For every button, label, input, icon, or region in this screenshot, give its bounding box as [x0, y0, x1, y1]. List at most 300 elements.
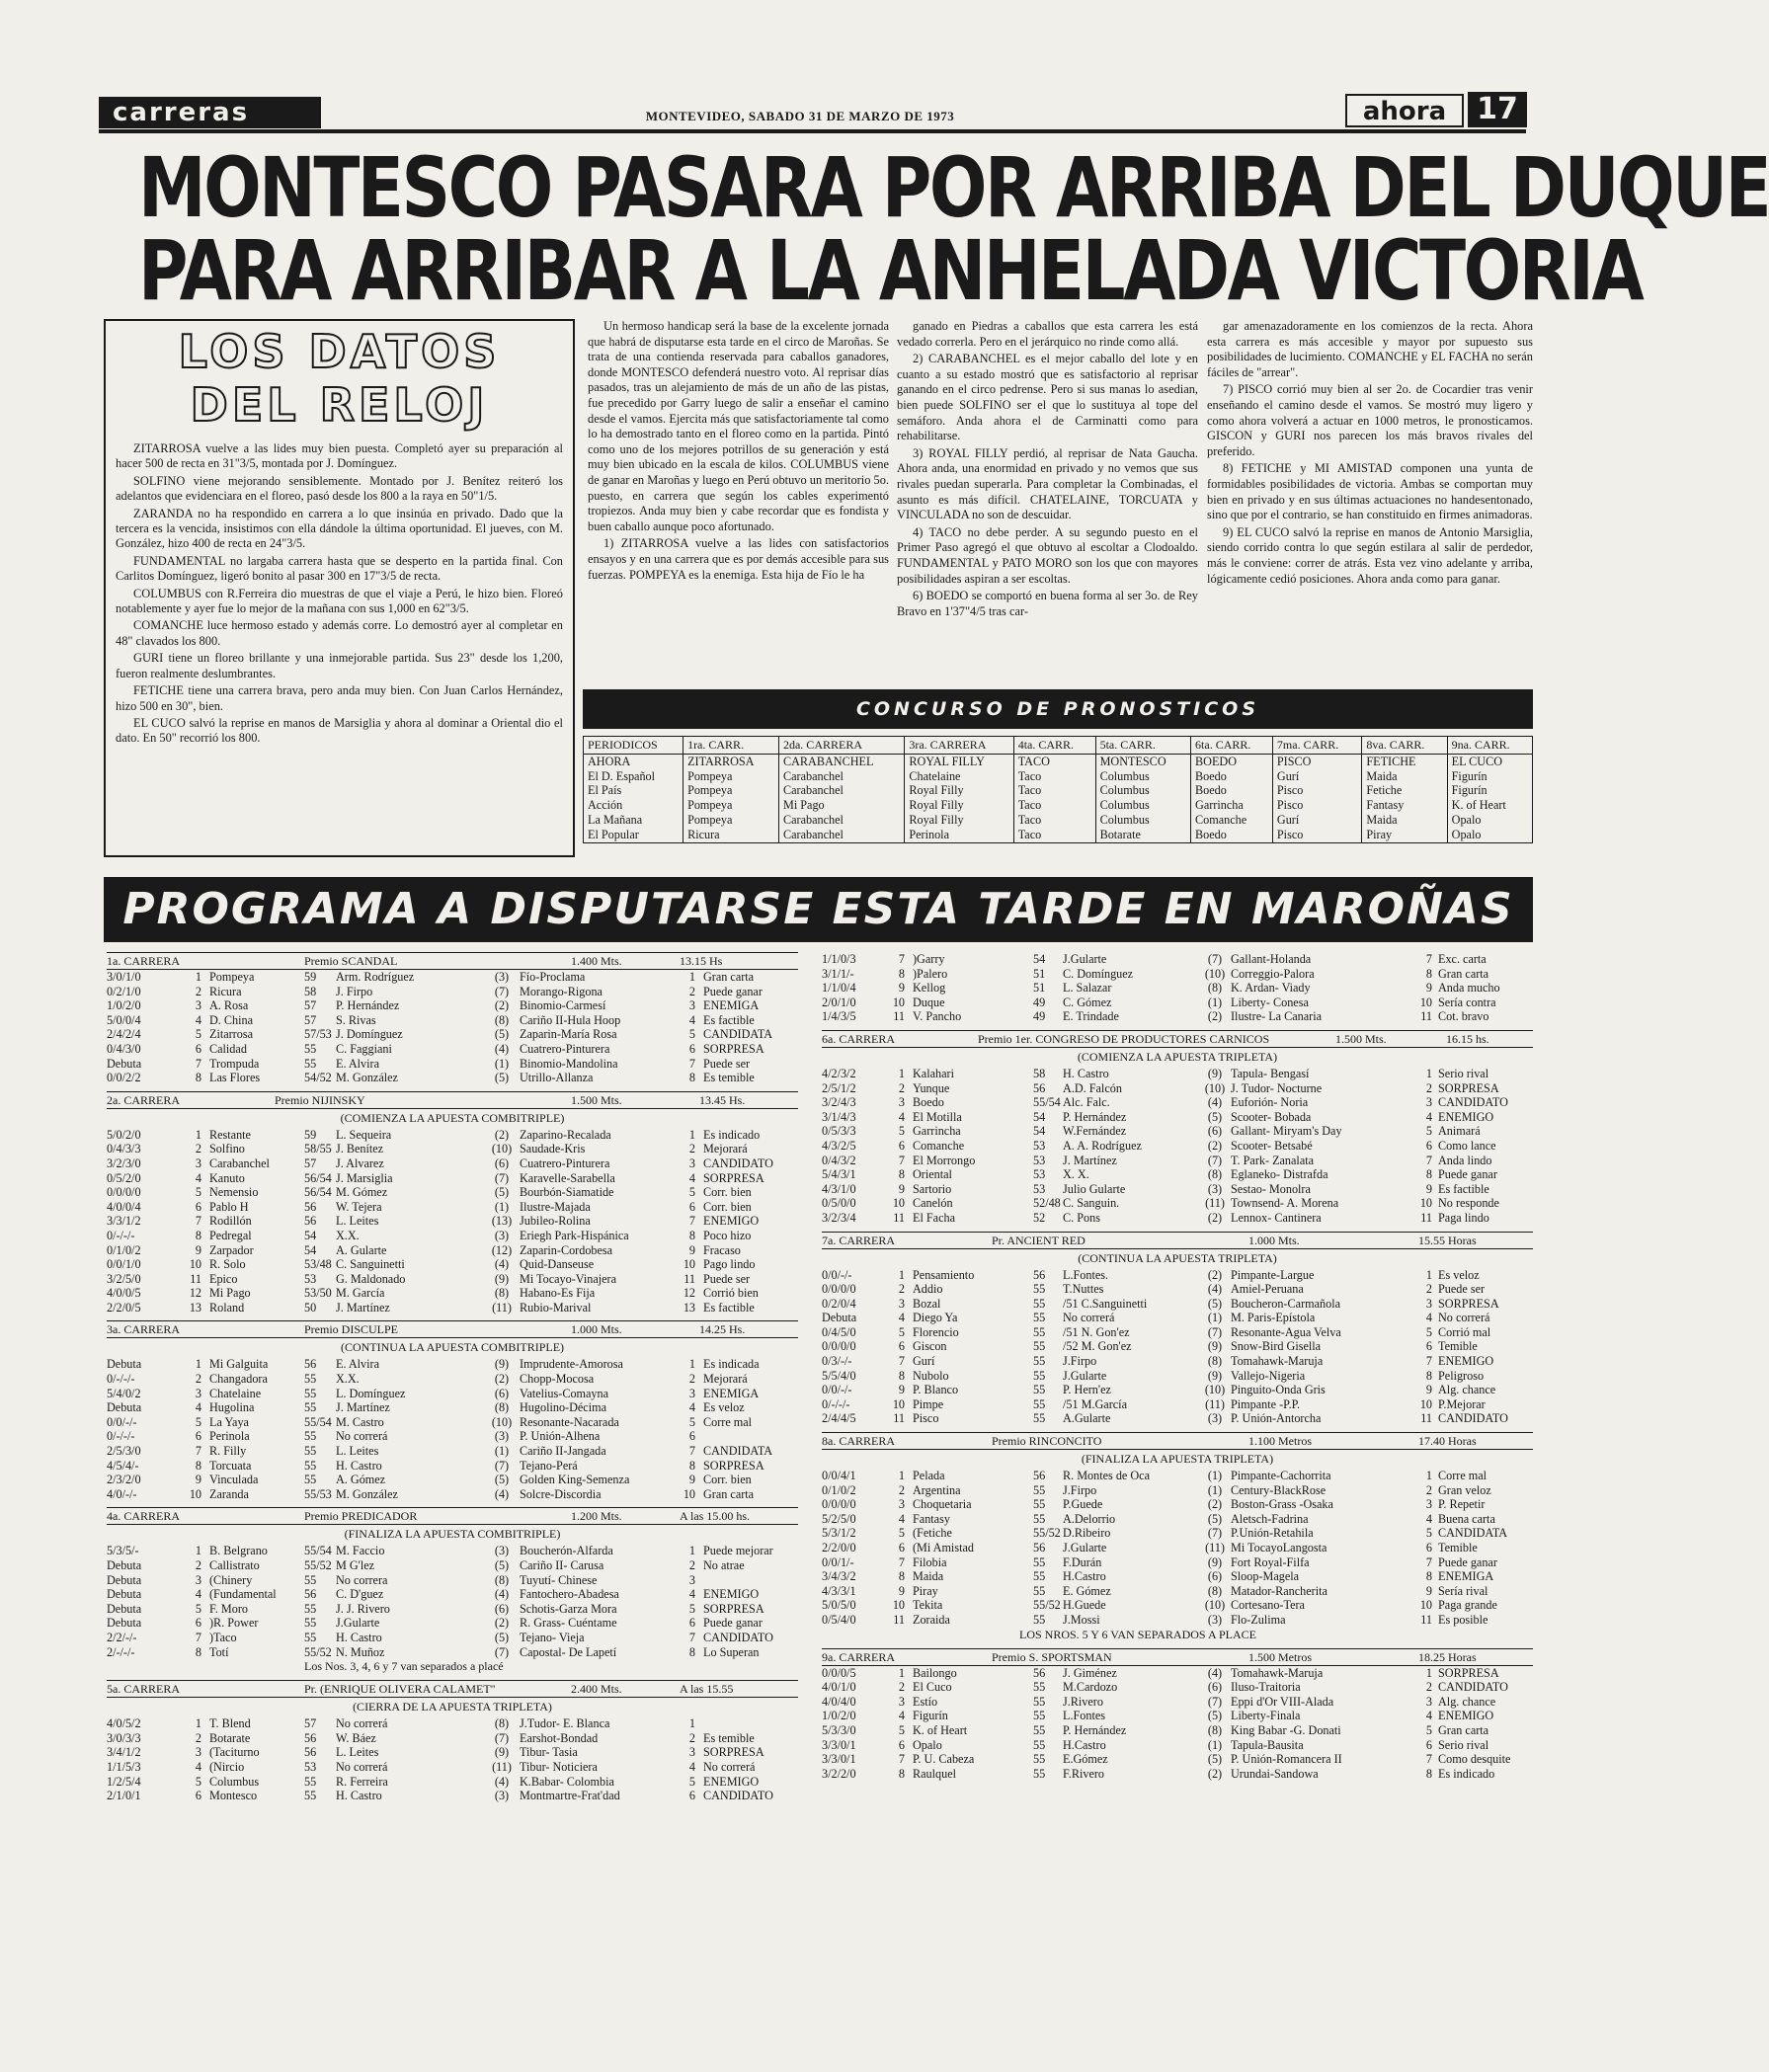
- entry-weight: 57: [304, 1156, 317, 1170]
- entry-jockey: J.Mossi: [1063, 1612, 1100, 1627]
- entry-pedigree: Binomio-Carmesí: [520, 998, 606, 1013]
- entry-record: Debuta: [107, 1400, 142, 1415]
- table-row: [107, 1473, 798, 1487]
- entry-comment: CANDIDATO: [1438, 1095, 1508, 1110]
- dateline: MONTEVIDEO, SABADO 31 DE MARZO DE 1973: [645, 109, 955, 123]
- entry-jockey: C. Faggiani: [336, 1041, 392, 1056]
- entry-horse: Argentina: [913, 1482, 961, 1497]
- entry-number: 2: [195, 1142, 201, 1156]
- entry-number-repeat: 4: [1425, 1311, 1432, 1325]
- entry-comment: SORPRESA: [703, 1601, 764, 1616]
- entry-horse: Montesco: [209, 1789, 258, 1803]
- race-block: [822, 1432, 1533, 1642]
- entry-weight: 52: [1033, 1210, 1046, 1225]
- entry-comment: Gran carta: [1438, 966, 1489, 981]
- entry-pedigree: Cariño II-Jangada: [520, 1444, 606, 1459]
- entry-post: (5): [494, 1473, 510, 1487]
- entry-horse: Solfino: [209, 1142, 245, 1156]
- entry-number-repeat: 13: [683, 1300, 695, 1315]
- entry-jockey: T.Nuttes: [1063, 1282, 1104, 1297]
- entry-horse: )R. Power: [209, 1616, 259, 1631]
- entry-post: (2): [1207, 1267, 1223, 1282]
- entry-pedigree: Amiel-Peruana: [1231, 1282, 1304, 1297]
- concurso-row: [584, 798, 1533, 813]
- entry-record: 3/2/3/4: [822, 1210, 856, 1225]
- entry-comment: Lo Superan: [703, 1644, 760, 1659]
- concurso-row: [584, 754, 1533, 768]
- entry-comment: Puede ganar: [703, 984, 763, 998]
- table-row: [107, 998, 798, 1013]
- concurso-cell: Pisco: [1272, 783, 1361, 798]
- entry-post: (11): [1205, 1541, 1225, 1554]
- entry-weight: 55: [304, 1386, 317, 1400]
- entry-jockey: J. J. Rivero: [336, 1601, 390, 1616]
- entry-weight: 53: [1033, 1138, 1046, 1153]
- entry-weight: 55: [1033, 1737, 1046, 1752]
- entry-number-repeat: 11: [1420, 1411, 1432, 1426]
- entry-record: 0/0/0/5: [822, 1665, 856, 1680]
- entry-pedigree: Boucheron-Carmañola: [1231, 1296, 1341, 1311]
- entry-number-repeat: 9: [1425, 1383, 1432, 1397]
- entry-number-repeat: 4: [1425, 1109, 1432, 1124]
- entry-jockey: P. Hern'ez: [1063, 1383, 1111, 1397]
- entry-comment: P. Repetir: [1438, 1497, 1486, 1512]
- table-row: [107, 1716, 798, 1731]
- entry-comment: CANDIDATA: [703, 1444, 773, 1459]
- entry-jockey: E. Alvira: [336, 1357, 380, 1372]
- article-paragraph: Un hermoso handicap será la base de la excelente jornada que habrá de disputarse esta tarde en el circo de Maroñas. Se trata de una contienda reservada para caballos ganadores, donde MONTESCO defenderá nuestro voto. Al reprisar días pasados, tras un alejamiento de más de un año de las pistas, fue precedido por Garry luego de salir a enseñar el camino desde el vamos. Ejercita más que satisfactoriamente tal como lo ha demostrado tanto en el floreo como en la partida. Pintó como uno de los mejores potrillos de su generación y está muy bien ubicado en la escala de kilos. COLUMBUS viene de ganar en Maroñas y luego en Perú obtuvo un meritorio 5o. puesto, en carrera que según los cables experimentó tropiezos. Anda muy bien y cabe recordar que es fondista y buen caballo aunque poco afortunado.: [588, 319, 889, 533]
- entry-record: 5/3/5/-: [107, 1544, 139, 1558]
- entry-horse: Torcuata: [209, 1458, 252, 1473]
- table-row: [107, 1775, 798, 1790]
- entry-post: (6): [494, 1156, 510, 1170]
- entry-pedigree: Ilustre-Majada: [520, 1199, 591, 1214]
- entry-post: (7): [494, 984, 510, 998]
- entry-number-repeat: 8: [688, 1644, 695, 1659]
- entry-horse: P. Blanco: [913, 1383, 959, 1397]
- entry-record: 0/2/1/0: [107, 984, 141, 998]
- entry-weight: 55: [304, 1572, 317, 1587]
- entry-post: (9): [1207, 1554, 1223, 1569]
- race-subtitle: (CONTINUA LA APUESTA COMBITRIPLE): [340, 1340, 565, 1355]
- entry-record: 0/-/-/-: [107, 1372, 135, 1387]
- table-row: [107, 1171, 798, 1186]
- entry-horse: Ricura: [209, 984, 242, 998]
- entry-horse: Duque: [913, 995, 945, 1009]
- entry-record: 2/2/0/5: [107, 1300, 141, 1315]
- entry-record: 5/0/0/4: [107, 1012, 141, 1027]
- entry-number-repeat: 6: [1425, 1138, 1432, 1153]
- entry-weight: 55: [304, 1473, 317, 1487]
- table-row: [107, 1387, 798, 1401]
- entry-post: (6): [1207, 1680, 1223, 1695]
- entry-post: (8): [1207, 1583, 1223, 1598]
- entry-post: (7): [1207, 1324, 1223, 1339]
- entry-record: 1/4/3/5: [822, 1009, 856, 1024]
- entry-number-repeat: 8: [1425, 1167, 1432, 1182]
- entry-pedigree: Quid-Danseuse: [520, 1257, 595, 1272]
- entry-pedigree: P.Unión-Retahila: [1231, 1526, 1314, 1541]
- entry-record: 1/1/0/4: [822, 981, 856, 996]
- entry-pedigree: Fort Royal-Filfa: [1231, 1554, 1310, 1569]
- entry-jockey: M. González: [336, 1071, 398, 1085]
- entry-number: 4: [898, 1709, 905, 1723]
- table-row: [107, 1142, 798, 1156]
- race-distance: 1.000 Mts.: [1248, 1233, 1300, 1247]
- entry-record: Debuta: [107, 1601, 142, 1616]
- entry-number-repeat: 1: [688, 1716, 695, 1731]
- entry-horse: Chatelaine: [209, 1386, 262, 1400]
- entry-comment: Mejorará: [703, 1142, 748, 1156]
- entry-number-repeat: 3: [688, 1156, 695, 1170]
- entry-pedigree: Habano-Es Fija: [520, 1286, 596, 1301]
- entry-number: 2: [898, 1482, 905, 1497]
- concurso-cell: ZITARROSA: [683, 754, 779, 768]
- entry-comment: Es veloz: [1438, 1267, 1480, 1282]
- entry-horse: El Morrongo: [913, 1153, 976, 1167]
- entry-number: 6: [898, 1138, 905, 1153]
- concurso-cell: Columbus: [1095, 813, 1190, 828]
- entry-weight: 56: [1033, 1267, 1046, 1282]
- entry-record: 1/0/2/0: [822, 1709, 856, 1723]
- entry-comment: ENEMIGO: [703, 1214, 760, 1229]
- entry-horse: Carabanchel: [209, 1156, 270, 1170]
- entry-number: 1: [898, 1469, 905, 1483]
- entry-horse: V. Pancho: [913, 1009, 962, 1024]
- entry-number: 10: [892, 995, 905, 1009]
- entry-weight: 55: [1033, 1411, 1046, 1426]
- table-row: [822, 1483, 1533, 1498]
- entry-comment: Peligroso: [1438, 1368, 1485, 1383]
- race-block: [107, 1091, 798, 1315]
- entry-number-repeat: 5: [688, 1601, 695, 1616]
- entry-comment: Gran carta: [703, 1486, 755, 1501]
- concurso-cell: Maida: [1362, 813, 1447, 828]
- entry-horse: Las Flores: [209, 1071, 261, 1085]
- entry-number-repeat: 7: [1425, 952, 1432, 966]
- entry-pedigree: Euforión- Noria: [1231, 1095, 1309, 1110]
- entry-post: (7): [494, 1644, 510, 1659]
- entry-horse: P. U. Cabeza: [913, 1752, 975, 1767]
- race-block-continued: [822, 952, 1533, 1024]
- entry-weight: 55: [1033, 1354, 1046, 1369]
- table-row: [822, 1497, 1533, 1512]
- concurso-cell: Carabanchel: [778, 813, 904, 828]
- entry-jockey: E. Alvira: [336, 1056, 380, 1071]
- entry-pedigree: Tejano- Vieja: [520, 1630, 585, 1644]
- entry-number-repeat: 1: [1425, 1066, 1432, 1080]
- entry-horse: El Facha: [913, 1210, 955, 1225]
- entry-horse: Roland: [209, 1300, 245, 1315]
- entry-weight: 55: [1033, 1612, 1046, 1627]
- entry-comment: Puede ser: [703, 1056, 751, 1071]
- race-distance: 1.500 Metros: [1248, 1649, 1312, 1664]
- table-row: [822, 1666, 1533, 1681]
- entry-horse: R. Solo: [209, 1257, 246, 1272]
- table-row: [107, 1745, 798, 1760]
- reloj-paragraph: ZITARROSA vuelve a las lides muy bien puesta. Completó ayer su preparación al hacer 500 de recta en 31"3/5, montada por J. Domínguez.: [116, 441, 563, 471]
- table-row: [107, 1573, 798, 1588]
- entry-horse: Opalo: [913, 1737, 942, 1752]
- entry-number: 10: [892, 1396, 905, 1411]
- table-row: [822, 1154, 1533, 1168]
- entry-number-repeat: 3: [1425, 1497, 1432, 1512]
- entry-weight: 53: [304, 1759, 317, 1774]
- entry-jockey: J.Gularte: [1063, 1541, 1107, 1554]
- race-prize: Pr. ANCIENT RED: [992, 1233, 1086, 1247]
- table-row: [107, 1229, 798, 1243]
- entry-jockey: J. Giménez: [1063, 1665, 1117, 1680]
- entry-jockey: J. Martínez: [336, 1300, 390, 1315]
- table-row: [822, 1680, 1533, 1695]
- entry-record: Debuta: [107, 1558, 142, 1572]
- entry-pedigree: Tomahawk-Maruja: [1231, 1665, 1324, 1680]
- table-row: [107, 1357, 798, 1372]
- entry-pedigree: Cuatrero-Pinturera: [520, 1041, 610, 1056]
- race-distance: 1.500 Mts.: [1335, 1031, 1387, 1046]
- entry-post: (8): [494, 1400, 510, 1415]
- entry-comment: No correrá: [1438, 1311, 1490, 1325]
- entry-pedigree: Pimpante -P.P.: [1231, 1396, 1301, 1411]
- entry-weight: 55: [304, 1616, 317, 1631]
- entry-number-repeat: 5: [1425, 1324, 1432, 1339]
- entry-pedigree: P. Unión-Alhena: [520, 1429, 601, 1444]
- entry-weight: 55: [1033, 1311, 1046, 1325]
- entry-number: 7: [195, 1056, 201, 1071]
- entry-weight: 55/54: [304, 1414, 332, 1429]
- entry-jockey: C. Sanguin.: [1063, 1196, 1120, 1211]
- entry-post: (10): [1204, 1598, 1226, 1613]
- entry-comment: Como lance: [1438, 1138, 1496, 1153]
- entry-horse: Perinola: [209, 1429, 250, 1444]
- entry-comment: Es veloz: [703, 1400, 745, 1415]
- entry-pedigree: Lennox- Cantinera: [1231, 1210, 1322, 1225]
- entry-number: 9: [898, 1583, 905, 1598]
- entry-number: 6: [898, 1737, 905, 1752]
- entry-comment: SORPRESA: [1438, 1080, 1499, 1095]
- entry-post: (6): [494, 1386, 510, 1400]
- entry-post: (6): [494, 1601, 510, 1616]
- table-row: [107, 1400, 798, 1415]
- entry-post: (2): [1207, 1138, 1223, 1153]
- entry-weight: 55: [1033, 1569, 1046, 1584]
- race-prize: Pr. (ENRIQUE OLIVERA CALAMET": [304, 1682, 496, 1697]
- race-header: [822, 1030, 1533, 1048]
- entry-pedigree: Tibur- Tasia: [520, 1745, 578, 1760]
- entry-comment: ENEMIGA: [1438, 1569, 1494, 1584]
- entry-weight: 55: [304, 1429, 317, 1444]
- concurso-cell: Royal Filly: [905, 813, 1013, 828]
- entry-weight: 58: [304, 984, 317, 998]
- entry-weight: 58/55: [304, 1142, 332, 1156]
- table-row: [822, 1555, 1533, 1570]
- entry-weight: 55/52: [304, 1644, 332, 1659]
- entry-horse: Choquetaria: [913, 1497, 972, 1512]
- entry-record: 3/4/3/2: [822, 1569, 856, 1584]
- entry-weight: 52/48: [1033, 1196, 1061, 1211]
- entry-post: (1): [494, 1056, 510, 1071]
- entry-horse: Zarpador: [209, 1242, 254, 1257]
- entry-pedigree: Solcre-Discordia: [520, 1486, 602, 1501]
- reloj-paragraph: EL CUCO salvó la reprise en manos de Marsiglia y ahora al dominar a Oriental dio el dato. En 50" recorrió los 800.: [116, 715, 563, 746]
- entry-weight: 56: [304, 1587, 317, 1602]
- concurso-cell: Pompeya: [683, 813, 779, 828]
- table-row: [822, 1095, 1533, 1110]
- entry-horse: Figurín: [913, 1709, 948, 1723]
- entry-horse: Columbus: [209, 1774, 260, 1789]
- concurso-cell: Columbus: [1095, 769, 1190, 784]
- table-row: [822, 1469, 1533, 1483]
- entry-number: 7: [195, 1444, 201, 1459]
- entry-number-repeat: 11: [1420, 1612, 1432, 1627]
- entry-pedigree: Montmartre-Frat'dad: [520, 1789, 620, 1803]
- race-block: [107, 1680, 798, 1803]
- entry-pedigree: Resonante-Agua Velva: [1231, 1324, 1341, 1339]
- entry-number-repeat: 3: [688, 1745, 695, 1760]
- entry-jockey: Alc. Falc.: [1063, 1095, 1110, 1110]
- entry-post: (13): [491, 1214, 513, 1229]
- concurso-cell: Garrincha: [1191, 798, 1273, 813]
- entry-weight: 53: [1033, 1181, 1046, 1196]
- entry-horse: Rodillón: [209, 1214, 252, 1229]
- entry-number: 2: [195, 1558, 201, 1572]
- concurso-header-cell: 3ra. CARRERA: [905, 737, 1013, 755]
- entry-weight: 55: [1033, 1511, 1046, 1526]
- race-time: A las 15.00 hs.: [680, 1509, 751, 1524]
- entry-post: (8): [1207, 1167, 1223, 1182]
- entry-weight: 57: [304, 1012, 317, 1027]
- entry-weight: 56: [1033, 1080, 1046, 1095]
- entry-comment: ENEMIGO: [1438, 1109, 1494, 1124]
- entry-number-repeat: 6: [1425, 1541, 1432, 1554]
- entry-record: 3/2/5/0: [107, 1271, 141, 1286]
- entry-post: (9): [1207, 1339, 1223, 1354]
- entry-post: (2): [494, 998, 510, 1013]
- entry-post: (2): [494, 1616, 510, 1631]
- concurso-cell: Pompeya: [683, 798, 779, 813]
- entry-jockey: W. Tejera: [336, 1199, 382, 1214]
- entry-number-repeat: 2: [1425, 1282, 1432, 1297]
- race-subtitle: (CIERRA DE LA APUESTA TRIPLETA): [353, 1700, 552, 1714]
- entry-jockey: W.Fernández: [1063, 1124, 1127, 1139]
- entry-record: 0/0/1/0: [107, 1257, 141, 1272]
- entry-pedigree: Tapula- Bengasí: [1231, 1066, 1310, 1080]
- entry-pedigree: K.Babar- Colombia: [520, 1774, 614, 1789]
- entry-post: (8): [494, 1286, 510, 1301]
- entry-number: 3: [898, 1296, 905, 1311]
- table-row: [107, 1272, 798, 1287]
- table-row: [107, 1544, 798, 1558]
- table-row: [822, 1081, 1533, 1096]
- entry-number-repeat: 10: [1419, 995, 1432, 1009]
- entry-post: (2): [494, 1372, 510, 1387]
- entry-weight: 55: [1033, 1282, 1046, 1297]
- entry-record: 4/0/0/4: [107, 1199, 141, 1214]
- table-row: [822, 981, 1533, 996]
- entry-number-repeat: 9: [1425, 1583, 1432, 1598]
- entry-number: 7: [195, 1214, 201, 1229]
- entry-comment: Corre mal: [703, 1414, 753, 1429]
- entry-pedigree: Scooter- Bobada: [1231, 1109, 1312, 1124]
- entry-comment: CANDIDATO: [703, 1789, 773, 1803]
- concurso-cell: Royal Filly: [905, 783, 1013, 798]
- table-row: [822, 1767, 1533, 1782]
- entry-post: (3): [494, 1789, 510, 1803]
- entry-jockey: L.Fontes: [1063, 1709, 1105, 1723]
- entry-weight: 55: [1033, 1709, 1046, 1723]
- entry-record: 0/5/0/0: [822, 1196, 856, 1211]
- entry-weight: 55: [1033, 1680, 1046, 1695]
- entry-post: (12): [491, 1242, 513, 1257]
- entry-post: (1): [494, 1444, 510, 1459]
- table-row: [822, 1584, 1533, 1599]
- entry-number: 9: [898, 1181, 905, 1196]
- entry-number: 7: [898, 1354, 905, 1369]
- entry-number: 9: [898, 981, 905, 996]
- entry-post: (4): [494, 1041, 510, 1056]
- entry-number-repeat: 2: [1425, 1080, 1432, 1095]
- entry-pedigree: Fío-Proclama: [520, 970, 586, 984]
- entry-weight: 55: [304, 1789, 317, 1803]
- entry-post: (7): [494, 1458, 510, 1473]
- entry-record: 2/4/2/4: [107, 1027, 141, 1042]
- entry-comment: Paga grande: [1438, 1598, 1497, 1613]
- entry-jockey: A. Gularte: [336, 1242, 387, 1257]
- table-row: [822, 1297, 1533, 1312]
- table-row: [107, 1415, 798, 1430]
- table-row: [822, 1067, 1533, 1081]
- entry-post: (6): [1207, 1124, 1223, 1139]
- entry-weight: 55/54: [304, 1544, 332, 1558]
- entry-pedigree: Sloop-Magela: [1231, 1569, 1300, 1584]
- entry-number-repeat: 10: [683, 1257, 695, 1272]
- entry-number-repeat: 4: [688, 1400, 695, 1415]
- entry-post: (3): [1207, 1181, 1223, 1196]
- race-prize: Premio DISCULPE: [304, 1322, 399, 1337]
- race-header: [822, 1432, 1533, 1450]
- entry-number: 3: [195, 1156, 201, 1170]
- entry-number-repeat: 6: [688, 1616, 695, 1631]
- entry-jockey: C. Sanguinetti: [336, 1257, 405, 1272]
- race-distance: 1.200 Mts.: [571, 1509, 622, 1524]
- entry-pedigree: Gallant- Miryam's Day: [1231, 1124, 1342, 1139]
- entry-number: 1: [195, 1357, 201, 1372]
- entry-weight: 53/48: [304, 1257, 332, 1272]
- concurso-cell: Carabanchel: [778, 783, 904, 798]
- entry-post: (1): [1207, 1482, 1223, 1497]
- table-row: [822, 1110, 1533, 1125]
- entry-post: (5): [494, 1630, 510, 1644]
- reloj-paragraph: FUNDAMENTAL no largaba carrera hasta que se desperto en la partida final. Con Carlitos Domínguez, ligeró bonito al pasar 300 en 17"3/5 de recta.: [116, 553, 563, 584]
- reloj-paragraph: COMANCHE luce hermoso estado y además corre. Lo demostró ayer al completar en 48" clavados los 800.: [116, 618, 563, 648]
- entry-jockey: H.Castro: [1063, 1569, 1106, 1584]
- entry-weight: 55: [304, 1056, 317, 1071]
- entry-pedigree: M. Paris-Epístola: [1231, 1311, 1316, 1325]
- article-column-2: [897, 319, 1198, 621]
- entry-number: 9: [898, 1383, 905, 1397]
- race-time: 17.40 Horas: [1418, 1434, 1477, 1449]
- entry-number-repeat: 10: [1419, 1598, 1432, 1613]
- concurso-cell: Chatelaine: [905, 769, 1013, 784]
- entry-post: (1): [1207, 995, 1223, 1009]
- entry-record: 0/0/0/0: [107, 1185, 141, 1200]
- entry-comment: Es temible: [703, 1730, 755, 1745]
- entry-number: 4: [195, 1170, 201, 1185]
- entry-comment: Anda mucho: [1438, 981, 1500, 996]
- entry-jockey: F.Rivero: [1063, 1766, 1105, 1781]
- entry-pedigree: Bourbón-Siamatide: [520, 1185, 614, 1200]
- entry-number: 8: [898, 1368, 905, 1383]
